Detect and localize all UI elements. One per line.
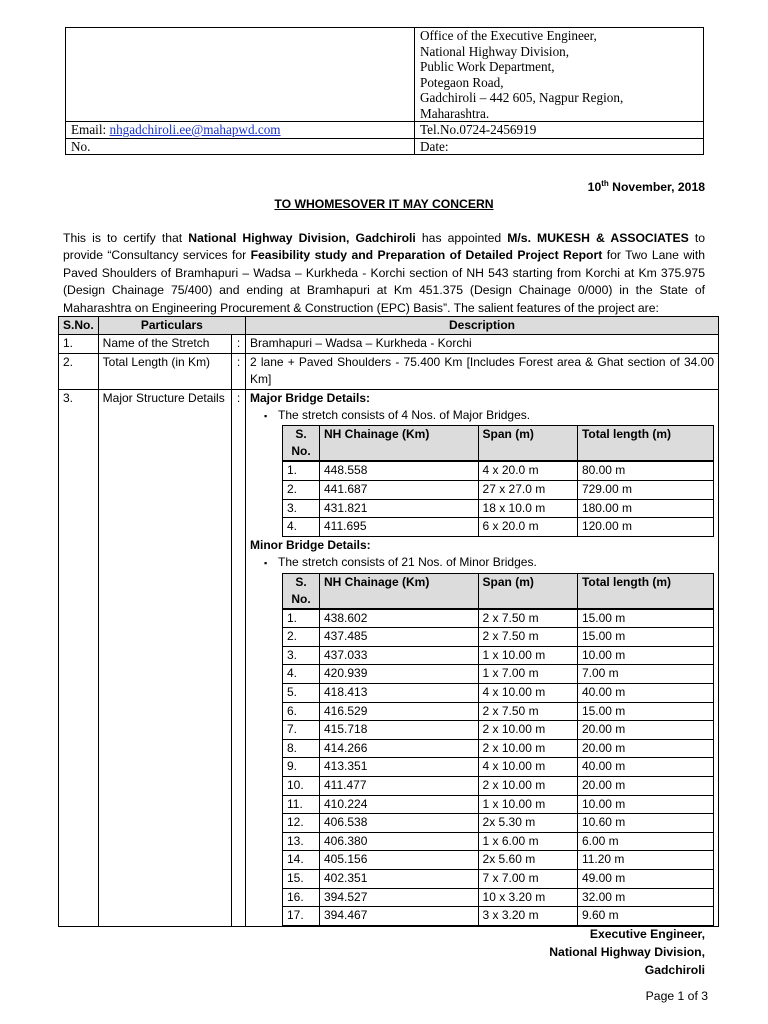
office-line: Potegaon Road,: [420, 74, 504, 90]
row-sno: 2.: [59, 353, 99, 389]
cell-total-length: 10.00 m: [577, 795, 713, 814]
cell-span: 27 x 27.0 m: [478, 481, 577, 500]
cell-span: 4 x 20.0 m: [478, 461, 577, 480]
signature-line: National Highway Division,: [549, 945, 705, 959]
email-label: Email:: [71, 122, 110, 137]
cell-span: 3 x 3.20 m: [478, 907, 577, 926]
cell-chainage: 420.939: [320, 665, 479, 684]
table-row: [283, 814, 714, 833]
office-line: National Highway Division,: [420, 43, 570, 59]
row-description: 2 lane + Paved Shoulders - 75.400 Km [Includes Forest area & Ghat section of 34.00 Km]: [246, 353, 719, 389]
cell-chainage: 437.033: [320, 646, 479, 665]
major-bridge-bullet: ▪ The stretch consists of 4 Nos. of Major Bridges.: [264, 407, 714, 425]
tel-cell: Tel.No.0724-2456919: [415, 122, 704, 139]
cell-total-length: 6.00 m: [577, 832, 713, 851]
structure-details-cell: [246, 389, 719, 926]
cell-total-length: 32.00 m: [577, 888, 713, 907]
cell-sno: 15.: [283, 869, 320, 888]
table-row: [283, 776, 714, 795]
header-description: Description: [246, 317, 719, 335]
cell-sno: 16.: [283, 888, 320, 907]
office-line: Maharashtra.: [420, 105, 490, 121]
row-colon: :: [232, 353, 246, 389]
header-particulars: Particulars: [98, 317, 245, 335]
col-span: Span (m): [478, 426, 577, 462]
cell-sno: 3.: [283, 499, 320, 518]
table-row: [283, 869, 714, 888]
cell-chainage: 437.485: [320, 628, 479, 647]
table-row: [283, 758, 714, 777]
cell-total-length: 11.20 m: [577, 851, 713, 870]
table-row: [283, 907, 714, 926]
cell-sno: 3.: [283, 646, 320, 665]
table-row: [59, 389, 719, 926]
row-colon: :: [232, 389, 246, 926]
sub-table-header: [283, 426, 714, 462]
row-colon: :: [232, 335, 246, 353]
signature-block: [549, 925, 705, 979]
cell-sno: 11.: [283, 795, 320, 814]
page-number: Page 1 of 3: [645, 989, 708, 1003]
cell-span: 4 x 10.00 m: [478, 684, 577, 703]
office-address: [415, 28, 704, 122]
office-line: Gadchiroli – 442 605, Nagpur Region,: [420, 90, 624, 105]
cell-span: 1 x 10.00 m: [478, 795, 577, 814]
cell-span: 2x 5.30 m: [478, 814, 577, 833]
cell-chainage: 413.351: [320, 758, 479, 777]
office-line: Public Work Department,: [420, 59, 555, 74]
cell-span: 4 x 10.00 m: [478, 758, 577, 777]
cell-total-length: 15.00 m: [577, 628, 713, 647]
cell-total-length: 10.00 m: [577, 646, 713, 665]
letterhead-blank-cell: [66, 28, 415, 122]
date-field: Date:: [415, 138, 704, 155]
email-cell: [66, 122, 415, 139]
cell-chainage: 431.821: [320, 499, 479, 518]
email-link[interactable]: nhgadchiroli.ee@mahapwd.com: [109, 122, 281, 137]
cell-sno: 12.: [283, 814, 320, 833]
col-chainage: NH Chainage (Km): [320, 426, 479, 462]
header-sno: S.No.: [59, 317, 99, 335]
cell-chainage: 405.156: [320, 851, 479, 870]
cell-chainage: 394.527: [320, 888, 479, 907]
cell-total-length: 180.00 m: [577, 499, 713, 518]
cell-span: 2 x 7.50 m: [478, 702, 577, 721]
table-row: [283, 665, 714, 684]
cell-total-length: 20.00 m: [577, 739, 713, 758]
cell-sno: 2.: [283, 628, 320, 647]
cell-total-length: 120.00 m: [577, 518, 713, 537]
letter-date: 10th November, 2018: [587, 179, 705, 195]
cell-span: 1 x 10.00 m: [478, 646, 577, 665]
cell-sno: 10.: [283, 776, 320, 795]
cell-chainage: 414.266: [320, 739, 479, 758]
cell-span: 10 x 3.20 m: [478, 888, 577, 907]
cell-span: 1 x 7.00 m: [478, 665, 577, 684]
cell-span: 2 x 10.00 m: [478, 721, 577, 740]
cell-span: 6 x 20.0 m: [478, 518, 577, 537]
cell-sno: 1.: [283, 461, 320, 480]
cell-chainage: 410.224: [320, 795, 479, 814]
cell-chainage: 418.413: [320, 684, 479, 703]
minor-bridge-heading: Minor Bridge Details:: [250, 537, 371, 552]
cell-chainage: 438.602: [320, 609, 479, 628]
cell-span: 2 x 7.50 m: [478, 628, 577, 647]
salient-features-table: [58, 316, 719, 927]
cell-chainage: 402.351: [320, 869, 479, 888]
office-line: Office of the Executive Engineer,: [420, 28, 597, 43]
cell-chainage: 406.380: [320, 832, 479, 851]
table-row: [283, 832, 714, 851]
cell-span: 2 x 10.00 m: [478, 776, 577, 795]
cell-sno: 2.: [283, 481, 320, 500]
cell-chainage: 448.558: [320, 461, 479, 480]
col-span: Span (m): [478, 573, 577, 609]
letterhead-table: [65, 27, 704, 155]
row-description: Bramhapuri – Wadsa – Kurkheda - Korchi: [246, 335, 719, 353]
cell-span: 2x 5.60 m: [478, 851, 577, 870]
table-row: [283, 851, 714, 870]
cell-chainage: 411.695: [320, 518, 479, 537]
cell-total-length: 20.00 m: [577, 721, 713, 740]
table-row: [283, 684, 714, 703]
table-row: [59, 353, 719, 389]
cell-span: 2 x 10.00 m: [478, 739, 577, 758]
cell-total-length: 20.00 m: [577, 776, 713, 795]
cell-span: 7 x 7.00 m: [478, 869, 577, 888]
cell-span: 1 x 6.00 m: [478, 832, 577, 851]
col-sno: S. No.: [283, 573, 320, 609]
table-row: [283, 518, 714, 537]
minor-bridge-bullet: ▪ The stretch consists of 21 Nos. of Minor Bridges.: [264, 554, 714, 572]
cell-total-length: 15.00 m: [577, 702, 713, 721]
table-row: [283, 795, 714, 814]
signature-line: Executive Engineer,: [589, 927, 705, 941]
table-row: [283, 481, 714, 500]
table-header-row: [59, 317, 719, 335]
minor-bridges-table: [282, 573, 714, 926]
table-row: [283, 888, 714, 907]
col-chainage: NH Chainage (Km): [320, 573, 479, 609]
cell-sno: 1.: [283, 609, 320, 628]
cell-total-length: 49.00 m: [577, 869, 713, 888]
row-sno: 3.: [59, 389, 99, 926]
cell-chainage: 441.687: [320, 481, 479, 500]
cell-chainage: 416.529: [320, 702, 479, 721]
cell-sno: 9.: [283, 758, 320, 777]
table-row: [283, 721, 714, 740]
cell-sno: 5.: [283, 684, 320, 703]
cell-sno: 7.: [283, 721, 320, 740]
intro-paragraph: This is to certify that National Highway Division, Gadchiroli has appointed M/s. MUKESH & ASSOCIATES to provide “Consultancy services for Feasibility study and Preparation of Detailed Project Report for Two Lane with Paved Shoulders of Bramhapuri – Wadsa – Kurkheda - Korchi section of NH 543 starting from Korchi at Km 375.975 (Design Chainage 75/400) and ending at Bramhapuri at Km 451.375 (Design Chainage 0/000) in the State of Maharashtra on Engineering Procurement & Construction (EPC) Basis”. The salient features of the project are:: [63, 231, 706, 315]
table-row: [283, 499, 714, 518]
major-bridge-heading: Major Bridge Details:: [250, 390, 371, 405]
cell-total-length: 10.60 m: [577, 814, 713, 833]
cell-chainage: 415.718: [320, 721, 479, 740]
row-particular: Major Structure Details: [98, 389, 231, 926]
table-row: [283, 702, 714, 721]
table-row: [59, 335, 719, 353]
cell-sno: 4.: [283, 665, 320, 684]
table-row: [283, 461, 714, 480]
row-particular: Name of the Stretch: [98, 335, 231, 353]
reference-no: No.: [66, 138, 415, 155]
cell-sno: 8.: [283, 739, 320, 758]
col-total-length: Total length (m): [577, 426, 713, 462]
major-bridges-table: [282, 425, 714, 536]
table-row: [283, 646, 714, 665]
col-total-length: Total length (m): [577, 573, 713, 609]
cell-sno: 14.: [283, 851, 320, 870]
letter-title: TO WHOMESOVER IT MAY CONCERN: [274, 197, 494, 211]
cell-chainage: 411.477: [320, 776, 479, 795]
cell-sno: 4.: [283, 518, 320, 537]
table-row: [283, 739, 714, 758]
table-row: [283, 609, 714, 628]
cell-chainage: 394.467: [320, 907, 479, 926]
cell-sno: 13.: [283, 832, 320, 851]
cell-chainage: 406.538: [320, 814, 479, 833]
row-sno: 1.: [59, 335, 99, 353]
cell-span: 18 x 10.0 m: [478, 499, 577, 518]
cell-sno: 6.: [283, 702, 320, 721]
row-particular: Total Length (in Km): [98, 353, 231, 389]
cell-total-length: 7.00 m: [577, 665, 713, 684]
sub-table-header: [283, 573, 714, 609]
cell-total-length: 40.00 m: [577, 684, 713, 703]
table-row: [283, 628, 714, 647]
col-sno: S. No.: [283, 426, 320, 462]
cell-total-length: 15.00 m: [577, 609, 713, 628]
cell-span: 2 x 7.50 m: [478, 609, 577, 628]
cell-total-length: 40.00 m: [577, 758, 713, 777]
cell-sno: 17.: [283, 907, 320, 926]
cell-total-length: 80.00 m: [577, 461, 713, 480]
cell-total-length: 9.60 m: [577, 907, 713, 926]
cell-total-length: 729.00 m: [577, 481, 713, 500]
signature-line: Gadchiroli: [644, 963, 705, 977]
